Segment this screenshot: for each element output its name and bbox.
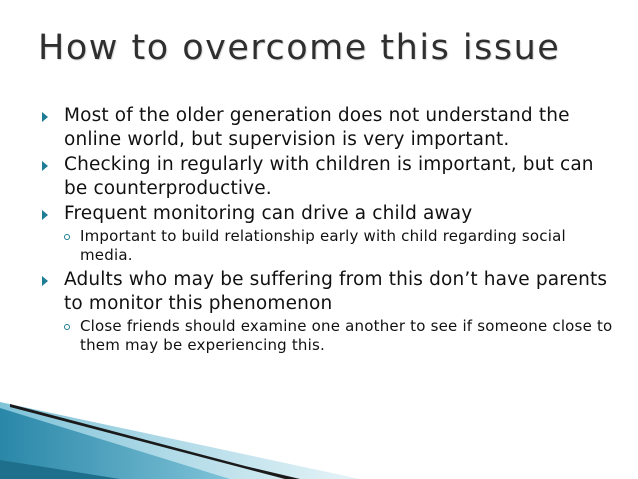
bullet-item	[40, 268, 615, 316]
bullet-item	[40, 153, 615, 201]
bullet-text: Adults who may be suffering from this don’t have parents to monitor this phenomenon	[64, 269, 608, 314]
triangle-bullet-icon	[42, 276, 48, 286]
circle-bullet-icon	[64, 324, 70, 330]
triangle-bullet-icon	[42, 210, 48, 220]
sub-bullet-item	[40, 227, 615, 264]
bullet-text: Checking in regularly with children is important, but can be counterproductive.	[64, 154, 594, 199]
bullet-text: Frequent monitoring can drive a child away	[64, 203, 473, 224]
triangle-bullet-icon	[42, 112, 48, 122]
bullet-text: Most of the older generation does not understand the online world, but supervision is very important.	[64, 105, 570, 150]
circle-bullet-icon	[64, 234, 70, 240]
bullet-list	[40, 104, 615, 358]
corner-decoration	[0, 400, 638, 479]
sub-bullet-item	[40, 317, 615, 354]
bullet-item	[40, 202, 615, 226]
sub-bullet-text: Important to build relationship early with child regarding social media.	[80, 227, 566, 264]
sub-bullet-text: Close friends should examine one another to see if someone close to them may be experiencing this.	[80, 317, 613, 354]
triangle-bullet-icon	[42, 161, 48, 171]
slide-title: How to overcome this issue	[38, 28, 561, 68]
bullet-item	[40, 104, 615, 152]
